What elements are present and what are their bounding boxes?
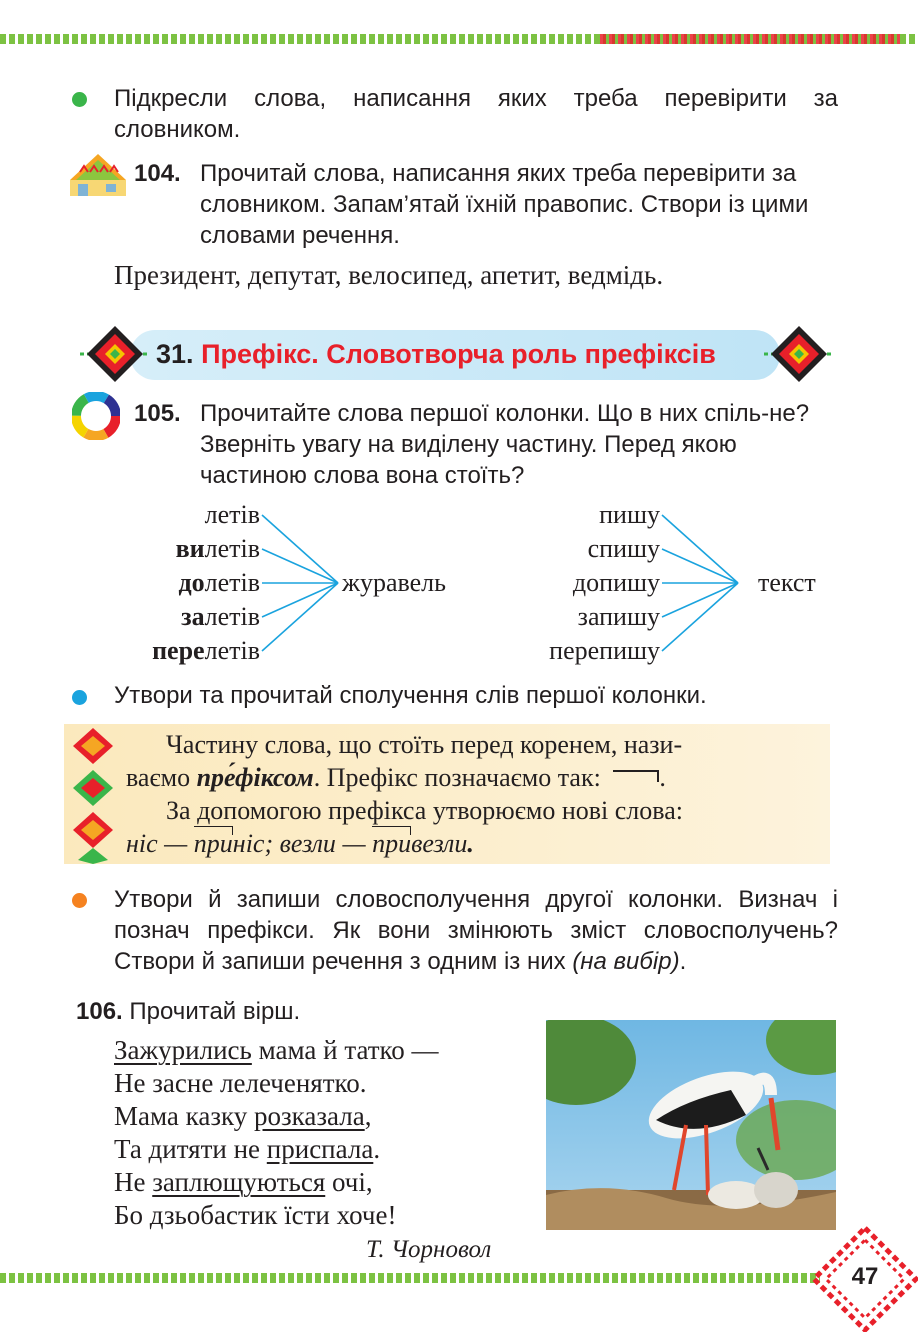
ex106-instruction: Прочитай вірш. (129, 998, 301, 1025)
rule-text (126, 728, 830, 860)
task-orange-text: Утвори й запиши словосполучення другої колонки. Визнач і познач префікси. Як вони змінюють зміст словосполучень? Створи й запиши речення з одним із них (на вибір). (114, 886, 838, 975)
rule-line2: ваємо пре́фіксом. Префікс позначаємо так: . (126, 763, 666, 792)
col1-word: залетів (181, 602, 260, 631)
poem-line: Зажурились мама й татко — (114, 1035, 439, 1065)
col2-target: текст (758, 568, 816, 597)
page-number: 47 (851, 1263, 879, 1290)
marked-prefix: при (193, 829, 233, 858)
lesson-title-text: Префікс. Словотворча роль префіксів (201, 339, 716, 369)
bottom-border (0, 1273, 820, 1283)
rule-line3: За допомогою префікса утворюємо нові слова: (166, 796, 683, 825)
col1-target: журавель (342, 568, 446, 597)
poem-line: Не заплющуються очі, (114, 1167, 373, 1197)
stork-photo (546, 1020, 836, 1230)
poem-author: Т. Чорновол (366, 1236, 492, 1263)
task-blue-text: Утвори та прочитай сполучення слів першої колонки. (114, 682, 707, 709)
poem (114, 1034, 439, 1232)
col1-word: перелетів (152, 636, 260, 665)
orange-bullet (72, 893, 87, 908)
poem-line: Бо дзьобастик їсти хоче! (114, 1200, 397, 1230)
poem-line: Не засне лелеченятко. (114, 1068, 367, 1098)
col2-word: спишу (587, 534, 660, 563)
col2-word: перепишу (549, 636, 660, 665)
col1-word: летів (204, 500, 260, 529)
lesson-number: 31. (156, 339, 194, 369)
prefix-symbol (613, 770, 659, 782)
ex104-words: Президент, депутат, велосипед, апетит, ведмідь. (114, 260, 664, 290)
rule-term: пре́фіксом (196, 763, 314, 792)
rule-line1: Частину слова, що стоїть перед коренем, нази- (166, 730, 683, 759)
col2-word: допишу (572, 568, 660, 597)
rule-ornament-icon (68, 724, 118, 864)
ex105-number: 105. (134, 400, 181, 427)
poem-line: Та дитяти не приспала. (114, 1134, 381, 1164)
blue-bullet (72, 690, 87, 705)
ex106-number: 106. (76, 998, 123, 1025)
rule-example: ніс — приніс; везли — привезли. (126, 829, 474, 858)
col2-word: запишу (577, 602, 660, 631)
ex104-instruction: Прочитай слова, написання яких треба перевірити за словником. Запам’ятай їхній правопис. Створи із цими словами речення. (200, 160, 809, 249)
intro-task-text: Підкресли слова, написання яких треба перевірити за словником. (114, 85, 838, 143)
col1-word: долетів (178, 568, 260, 597)
ex104-number: 104. (134, 160, 181, 187)
col1-word: вилетів (175, 534, 260, 563)
ex105-instruction: Прочитайте слова першої колонки. Що в них спіль-не? Зверніть увагу на виділену частину. Перед якою частиною слова вона стоїть? (200, 400, 810, 489)
poem-line: Мама казку розказала, (114, 1101, 372, 1131)
ex106-heading (76, 996, 300, 1027)
marked-prefix: при (372, 829, 412, 858)
col2-word: пишу (599, 500, 660, 529)
